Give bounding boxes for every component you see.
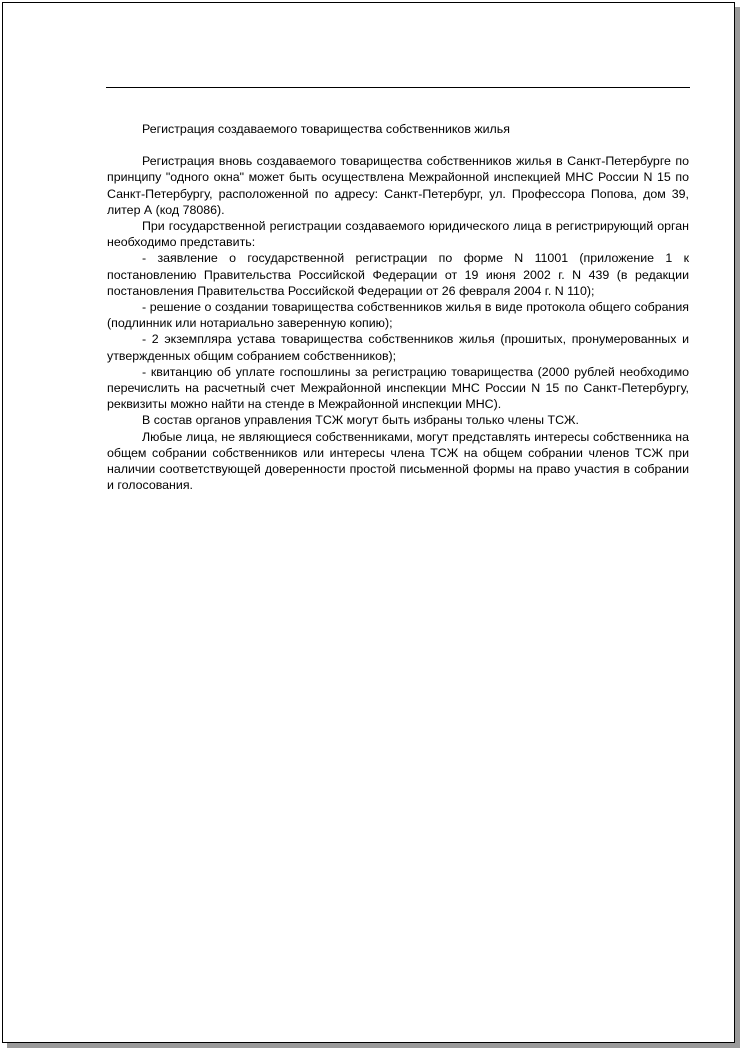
paragraph-intro: Регистрация вновь создаваемого товарищества собственников жилья в Санкт-Петербурге по принципу "одного окна" может быть осуществлена Межрайонной инспекцией МНС России N 15 по Санкт-Петербургу, расположенной по адресу: Санкт-Петербург, ул. Профессора Попова, дом 39, литер А (код 78086). [107,154,689,217]
list-item-application: - заявление о государственной регистрации по форме N 11001 (приложение 1 к постановлению Правительства Российской Федерации от 19 июня 2002 г. N 439 (в редакции постановления Правительства Российской Федерации от 26 февраля 2004 г. N 110); [107,251,689,298]
header-rule [106,87,690,88]
document-body [107,121,689,493]
list-item-charter: - 2 экземпляра устава товарищества собственников жилья (прошитых, пронумерованных и утвержденных общим собранием собственников); [107,332,689,363]
paragraph-management: В состав органов управления ТСЖ могут быть избраны только члены ТСЖ. [142,413,579,428]
list-item-receipt: - квитанцию об уплате госпошлины за регистрацию товарищества (2000 рублей необходимо перечислить на расчетный счет Межрайонной инспекции МНС России N 15 по Санкт-Петербургу, реквизиты можно найти на стенде в Межрайонной инспекции МНС). [107,364,689,412]
list-item-decision: - решение о создании товарищества собственников жилья в виде протокола общего собрания (подлинник или нотариально заверенную копию); [107,300,689,331]
document-heading: Регистрация создаваемого товарищества собственников жилья [142,122,510,136]
paragraph-representation: Любые лица, не являющиеся собственниками, могут представлять интересы собственника на общем собрании собственников или интересы члена ТСЖ на общем собрании членов ТСЖ при наличии соответствующей доверенности простой письменной формы на право участия в собрании и голосования. [107,429,689,493]
paragraph-requirements: При государственной регистрации создаваемого юридического лица в регистрирующий орган необходимо представить: [107,219,689,250]
document-page [2,2,735,1043]
